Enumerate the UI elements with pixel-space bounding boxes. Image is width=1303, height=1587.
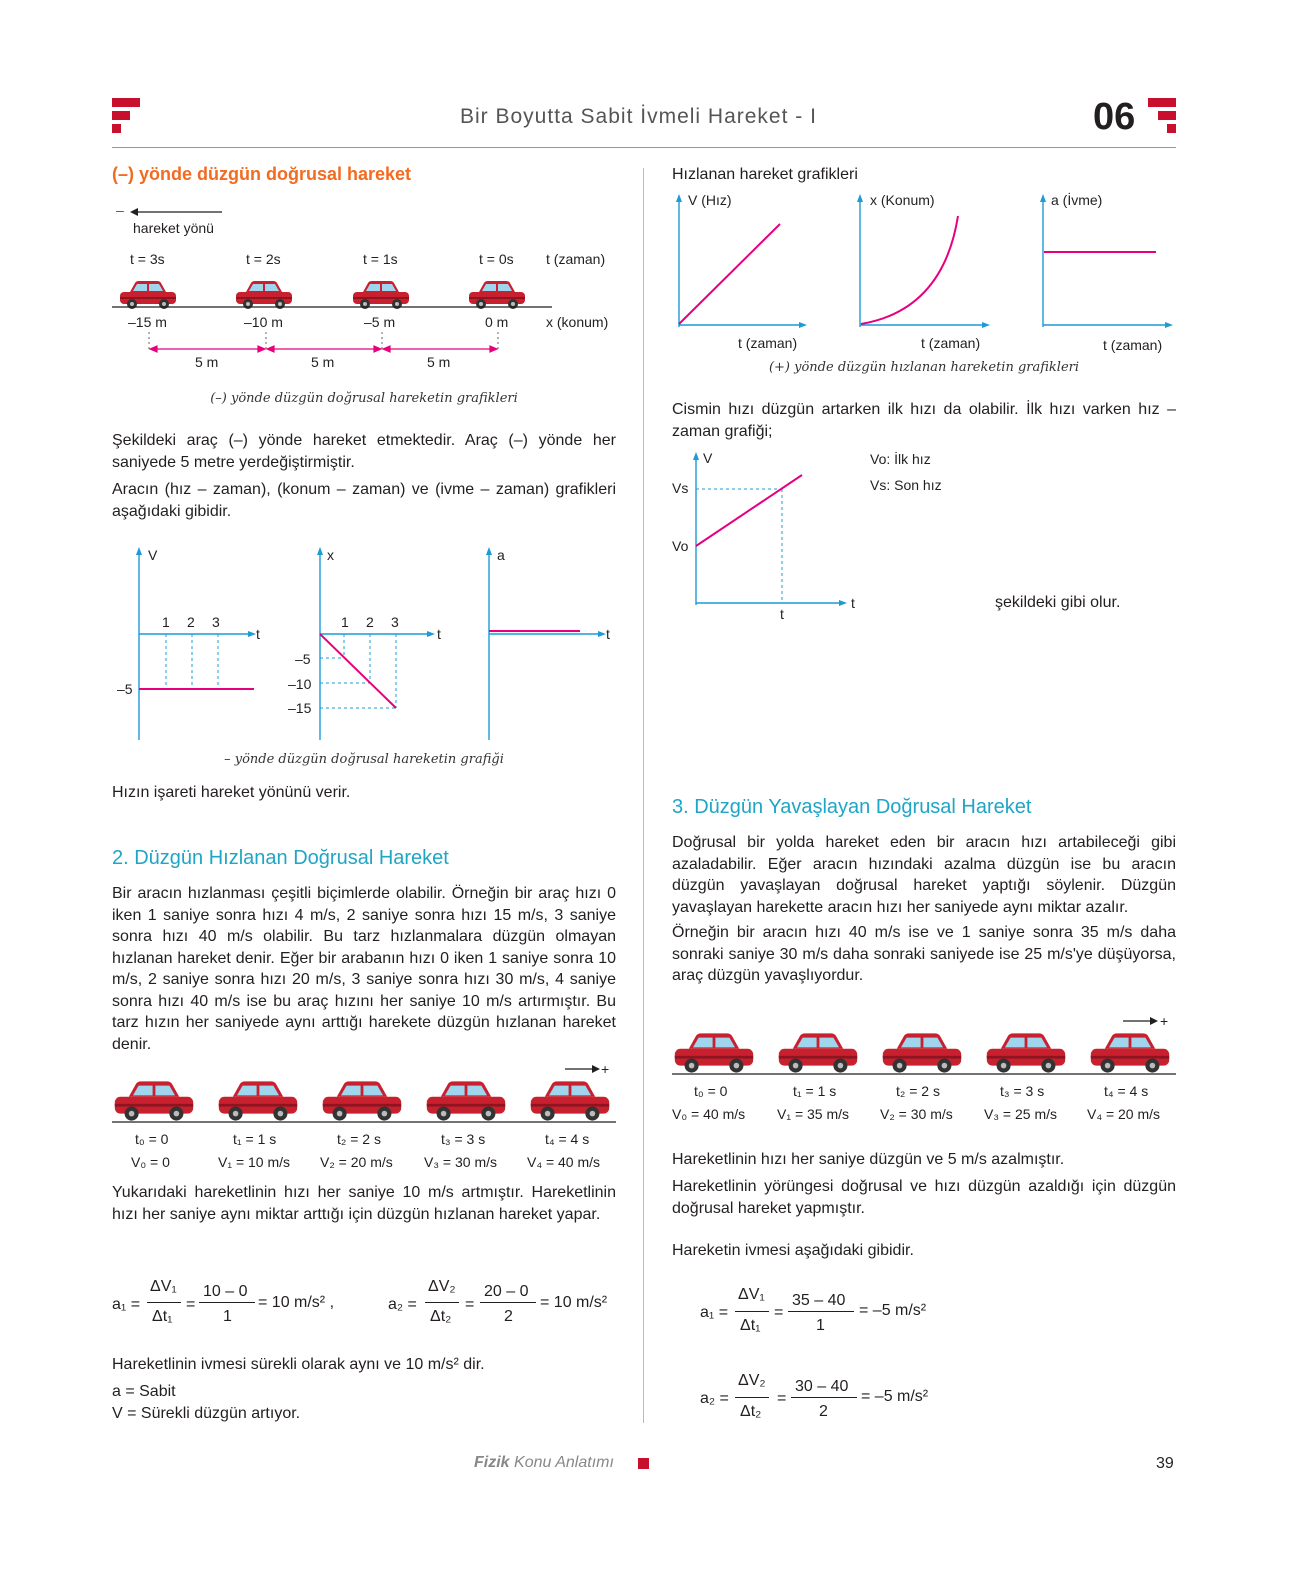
car-time-label: t₀ = 0 [694,1083,728,1099]
axis-label: x [327,547,334,563]
car-velocity-label: V₃ = 25 m/s [984,1106,1058,1122]
caption: (–) yönde düzgün doğrusal hareketin grafikleri [210,391,518,406]
graph-position-time-plus [853,192,993,332]
axis-label: t (zaman) [1103,337,1163,353]
car-time-label: t₂ = 2 s [896,1083,940,1099]
car-icon [120,281,176,309]
paragraph: Aracın (hız – zaman), (konum – zaman) ve (ivme – zaman) grafikleri aşağıdaki gibidir. [112,481,616,520]
tick-label: 3 [391,614,399,630]
direction-label: hareket yönü [133,220,214,236]
axis-label: t [851,595,855,611]
tick-label: 2 [187,614,195,630]
position-label: –10 m [244,314,283,330]
graph-initial-velocity [672,448,852,613]
car-velocity-label: V₂ = 20 m/s [320,1154,393,1170]
car-velocity-label: V₁ = 35 m/s [777,1106,850,1122]
time-label: t = 0s [479,251,514,267]
position-label: 0 m [485,314,509,330]
value-label: –5 [295,651,311,667]
car-icon [883,1033,961,1072]
plus-sign: + [601,1061,610,1077]
axis-label: t (zaman) [921,335,981,351]
paragraph: a = Sabit [112,1383,176,1400]
position-label: –15 m [128,314,167,330]
graph-velocity-time [112,545,272,745]
car-icon [531,1081,609,1120]
car-icon [675,1033,753,1072]
tick-label: 1 [162,614,170,630]
car-velocity-label: V₀ = 0 [131,1154,170,1170]
paragraph: Hareketlinin yörüngesi doğrusal ve hızı düzgün azaldığı için düzgün doğrusal hareket yapmıştır. [672,1178,1176,1217]
section-3-title: 3. Düzgün Yavaşlayan Doğrusal Hareket [672,796,1032,818]
axis-label: V [148,547,158,563]
direction-arrow-icon [130,206,222,218]
chapter-number: 06 [1093,96,1136,138]
footer [474,1454,614,1472]
decelerating-cars [672,1032,1177,1078]
car-time-label: t₁ = 1 s [233,1131,277,1147]
column-divider [643,168,644,1423]
header-rule [112,147,1176,148]
footer-subtitle: Konu Anlatımı [514,1454,614,1471]
vo-label: Vo [672,538,689,554]
car-velocity-label: V₀ = 40 m/s [672,1106,746,1122]
page-title: Bir Boyutta Sabit İvmeli Hareket - I [460,105,817,128]
tick-label: t [780,606,784,622]
gap-label: 5 m [427,354,451,370]
axis-label: t [437,626,441,642]
car-icon [219,1081,297,1120]
car-time-label: t₂ = 2 s [337,1131,381,1147]
car-icon [353,281,409,309]
plus-sign: + [1160,1013,1169,1029]
section-minus-title: (–) yönde düzgün doğrusal hareket [112,164,412,184]
paragraph: Hareketlinin ivmesi sürekli olarak aynı ve 10 m/s² dir. [112,1356,485,1373]
graph-acceleration-time-plus [1036,192,1176,332]
car-icon [115,1081,193,1120]
paragraph: Hareketlinin hızı her saniye düzgün ve 5 m/s azalmıştır. [672,1151,1065,1168]
paragraph: Şekildeki araç (–) yönde hareket etmektedir. Araç (–) yönde her saniyede 5 metre yerdeğiştirmiştir. [112,432,616,471]
position-axis-label: x (konum) [546,314,609,330]
axis-label: V [703,450,713,466]
axis-label: t (zaman) [738,335,798,351]
car-icon [1091,1033,1169,1072]
gap-label: 5 m [311,354,335,370]
car-velocity-label: V₄ = 40 m/s [527,1154,601,1170]
graph-speed-time [672,192,812,332]
page-number: 39 [1156,1455,1174,1472]
axis-label: t [606,626,610,642]
time-label: t = 1s [363,251,398,267]
time-axis-label: t (zaman) [546,251,606,267]
car-icon [427,1081,505,1120]
direction-sign: – [116,202,124,218]
car-time-label: t₄ = 4 s [1104,1083,1149,1099]
paragraph: Cismin hızı düzgün artarken ilk hızı da olabilir. İlk hızı varken hız – zaman grafiği; [672,401,1176,440]
paragraph: Hareketin ivmesi aşağıdaki gibidir. [672,1242,914,1259]
legend-item: Vs: Son hız [870,477,942,493]
paragraph: Yukarıdaki hareketlinin hızı her saniye 10 m/s artmıştır. Hareketlinin hızı her saniye aynı miktar arttığı için düzgün hızlanan hareket yapar. [112,1184,616,1223]
direction-arrow-icon [565,1064,601,1074]
gap-label: 5 m [195,354,219,370]
graph-acceleration-time [462,545,622,745]
paragraph: Bir aracın hızlanması çeşitli biçimlerde olabilir. Örneğin bir araç hızı 0 iken 1 saniye sonra hızı 4 m/s, 2 saniye sonra hızı 15 m/s, 3 saniye sonra hızı 40 m/s olabilir. Bu tarz hızlanmalara düzgün olmayan hızlanan hareket denir. Eğer bir arabanın hızı 0 iken 1 saniye sonra 10 m/s, 2 saniye sonra hızı 20 m/s, 3 saniye sonra hızı 30 m/s, 4 saniye sonra hızı 40 m/s ise bu araç hızını her saniye 10 m/s artırmıştır. Bu tarz hızın her saniyede aynı arttığı harekete düzgün hızlanan hareket denir. [112,885,616,1053]
axis-label: V (Hız) [688,192,732,208]
car-velocity-label: V₁ = 10 m/s [218,1154,291,1170]
car-time-label: t₃ = 3 s [1000,1083,1045,1099]
car-icon [779,1033,857,1072]
car-time-label: t₃ = 3 s [441,1131,486,1147]
section-2-title: 2. Düzgün Hızlanan Doğrusal Hareket [112,847,449,869]
direction-arrow-icon [1123,1016,1159,1026]
position-label: –5 m [364,314,396,330]
value-label: –15 [288,700,312,716]
axis-label: t [256,626,260,642]
caption: – yönde düzgün doğrusal hareketin grafiği [224,752,504,767]
value-label: –10 [288,676,312,692]
accelerating-cars [112,1080,617,1126]
graph-position-time [293,545,453,745]
footer-square [638,1458,649,1469]
car-time-label: t₁ = 1 s [793,1083,837,1099]
axis-label: a [497,547,505,563]
paragraph: Doğrusal bir yolda hareket eden bir aracın hızı artabileceği gibi azaladabilir. Eğer aracın hızındaki azalma düzgün ise bu aracın düzgün yavaşlayan doğrusal hareket yaptığı söylenir. Düzgün yavaşlayan harekette aracın hızı her saniyede aynı miktar azalır. [672,834,1176,916]
car-velocity-label: V₄ = 20 m/s [1087,1106,1161,1122]
car-velocity-label: V₃ = 30 m/s [424,1154,498,1170]
car-icon [469,281,525,309]
car-time-label: t₀ = 0 [135,1131,169,1147]
value-label: –5 [117,681,133,697]
vs-label: Vs [672,480,689,496]
legend-item: Vo: İlk hız [870,451,931,467]
axis-label: x (Konum) [870,192,935,208]
paragraph: şekildeki gibi olur. [995,594,1121,611]
car-icon [236,281,292,309]
axis-label: a (İvme) [1051,192,1103,208]
logo-left [112,98,140,136]
car-time-label: t₄ = 4 s [545,1131,590,1147]
time-label: t = 3s [130,251,165,267]
car-icon [987,1033,1065,1072]
logo-right [1148,98,1176,136]
tick-label: 2 [366,614,374,630]
car-velocity-label: V₂ = 30 m/s [880,1106,953,1122]
tick-label: 3 [212,614,220,630]
tick-label: 1 [341,614,349,630]
footer-subject: Fizik [474,1454,510,1471]
paragraph: V = Sürekli düzgün artıyor. [112,1405,301,1422]
time-label: t = 2s [246,251,281,267]
graphs-title: Hızlanan hareket grafikleri [672,166,858,183]
caption: (+) yönde düzgün hızlanan hareketin grafikleri [768,360,1080,375]
paragraph: Örneğin bir aracın hızı 40 m/s ise ve 1 saniye sonra 35 m/s daha sonraki saniye 30 m/s daha sonraki saniyede ise 25 m/s'ye düşüyorsa, araç düzgün yavaşlıyordur. [672,924,1176,984]
car-icon [323,1081,401,1120]
paragraph: Hızın işareti hareket yönünü verir. [112,784,351,801]
